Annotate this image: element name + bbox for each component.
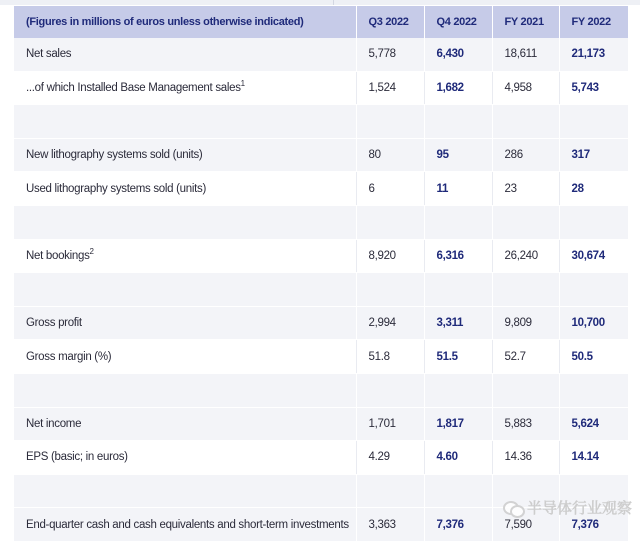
row-label [14, 273, 356, 307]
row-value: 95 [424, 138, 492, 172]
row-value: 9,809 [492, 306, 559, 340]
row-label: Gross profit [14, 306, 356, 340]
row-value [492, 205, 559, 239]
row-value: 6,316 [424, 239, 492, 273]
table-row [14, 340, 628, 374]
row-label: ...of which Installed Base Management sales$^1$ [14, 71, 356, 105]
row-value: 7,590 [492, 508, 559, 542]
row-value: 5,743 [559, 71, 628, 105]
row-value [356, 273, 424, 307]
row-value [356, 373, 424, 407]
row-value [424, 373, 492, 407]
row-value: 4.29 [356, 441, 424, 475]
row-value: 51.5 [424, 340, 492, 374]
row-value [424, 205, 492, 239]
table-row [14, 38, 628, 71]
row-value: 11 [424, 172, 492, 206]
row-value: 10,700 [559, 306, 628, 340]
row-value: 28 [559, 172, 628, 206]
row-value [424, 105, 492, 139]
row-label: EPS (basic; in euros) [14, 441, 356, 475]
table-row [14, 441, 628, 475]
row-label: Gross margin (%) [14, 340, 356, 374]
spacer-row [14, 373, 628, 407]
row-value [356, 205, 424, 239]
spacer-row [14, 273, 628, 307]
row-value: 3,311 [424, 306, 492, 340]
row-value [492, 105, 559, 139]
table-header-row [14, 6, 628, 38]
row-value: 4.60 [424, 441, 492, 475]
row-value: 18,611 [492, 38, 559, 71]
row-value [559, 205, 628, 239]
row-value [356, 105, 424, 139]
row-value: 5,778 [356, 38, 424, 71]
row-value: 5,883 [492, 407, 559, 441]
row-label [14, 474, 356, 508]
row-value: 51.8 [356, 340, 424, 374]
row-value: 1,817 [424, 407, 492, 441]
row-value: 6 [356, 172, 424, 206]
row-value: 14.14 [559, 441, 628, 475]
divider [333, 0, 334, 5]
row-label [14, 373, 356, 407]
table-row [14, 306, 628, 340]
row-value: 7,376 [559, 508, 628, 542]
row-value: 1,701 [356, 407, 424, 441]
row-value [424, 474, 492, 508]
row-value: 8,920 [356, 239, 424, 273]
header-q4-2022: Q4 2022 [424, 6, 492, 38]
row-value: 5,624 [559, 407, 628, 441]
table-row [14, 239, 628, 273]
row-value: 3,363 [356, 508, 424, 542]
table-row [14, 71, 628, 105]
row-value: 23 [492, 172, 559, 206]
row-value: 30,674 [559, 239, 628, 273]
row-value: 26,240 [492, 239, 559, 273]
row-value [492, 373, 559, 407]
footnote-marker: 2 [89, 247, 94, 257]
header-label: (Figures in millions of euros unless otherwise indicated) [14, 6, 356, 38]
row-value [559, 273, 628, 307]
row-value: 50.5 [559, 340, 628, 374]
row-label: End-quarter cash and cash equivalents and short-term investments [14, 508, 356, 542]
row-label [14, 205, 356, 239]
row-label: Net bookings$^2$ [14, 239, 356, 273]
header-fy-2022: FY 2022 [559, 6, 628, 38]
row-value: 14.36 [492, 441, 559, 475]
financial-summary-table [14, 6, 628, 542]
row-label: New lithography systems sold (units) [14, 138, 356, 172]
wechat-icon [503, 500, 523, 516]
row-value [356, 474, 424, 508]
row-value: 2,994 [356, 306, 424, 340]
watermark-text: 半导体行业观察 [526, 500, 632, 517]
header-q3-2022: Q3 2022 [356, 6, 424, 38]
spacer-row [14, 105, 628, 139]
row-label: Net sales [14, 38, 356, 71]
table-row [14, 407, 628, 441]
row-value [424, 273, 492, 307]
row-value: 21,173 [559, 38, 628, 71]
row-value: 7,376 [424, 508, 492, 542]
table-row [14, 138, 628, 172]
footnote-marker: 1 [240, 79, 245, 89]
top-strip [0, 0, 640, 5]
row-value: 317 [559, 138, 628, 172]
row-value: 6,430 [424, 38, 492, 71]
row-value [492, 273, 559, 307]
row-label [14, 105, 356, 139]
row-value: 1,682 [424, 71, 492, 105]
row-value [559, 373, 628, 407]
spacer-row [14, 205, 628, 239]
row-value: 80 [356, 138, 424, 172]
row-value: 286 [492, 138, 559, 172]
watermark [503, 497, 632, 518]
row-label: Net income [14, 407, 356, 441]
row-value [559, 105, 628, 139]
row-value: 1,524 [356, 71, 424, 105]
header-fy-2021: FY 2021 [492, 6, 559, 38]
row-label: Used lithography systems sold (units) [14, 172, 356, 206]
row-value: 52.7 [492, 340, 559, 374]
table-row [14, 172, 628, 206]
row-value: 4,958 [492, 71, 559, 105]
